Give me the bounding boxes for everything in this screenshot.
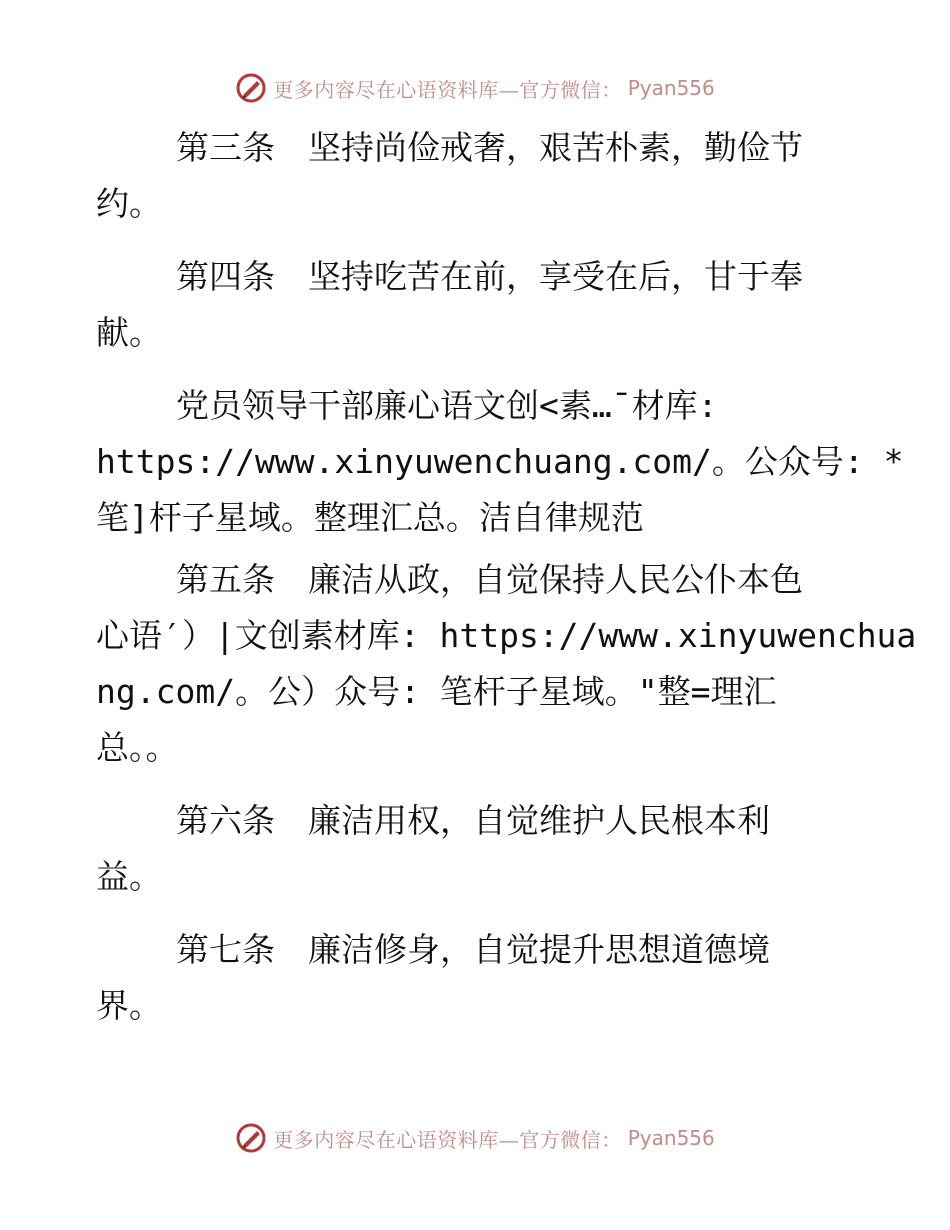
footer-watermark <box>0 1122 950 1158</box>
article-4-line-2: 献。 <box>96 313 162 352</box>
article-3-line-1: 第三条 坚持尚俭戒奢，艰苦朴素，勤俭节 <box>176 128 803 167</box>
watermark-wechat-id: Pyan556 <box>627 1126 715 1150</box>
article-7-line-2: 界。 <box>96 986 162 1025</box>
article-6-line-2: 益。 <box>96 857 162 896</box>
noise-line-1: 党员领导干部廉心语文创<素…¯材库: <box>176 386 718 425</box>
article-4-line-1: 第四条 坚持吃苦在前，享受在后，甘于奉 <box>176 257 803 296</box>
document-body <box>96 120 917 1034</box>
watermark-text: 更多内容尽在心语资料库—官方微信： <box>273 1127 622 1152</box>
article-5-line-4: 总。。 <box>96 728 179 767</box>
article-3-line-2: 约。 <box>96 184 162 223</box>
article-5-line-1: 第五条 廉洁从政，自觉保持人民公仆本色 <box>176 560 803 599</box>
article-5-line-2: 心语′）|文创素材库: https://www.xinyuwenchua <box>96 616 917 655</box>
watermark-text: 更多内容尽在心语资料库—官方微信： <box>273 77 622 102</box>
header-watermark <box>0 72 950 108</box>
article-7-line-1: 第七条 廉洁修身，自觉提升思想道德境 <box>176 930 770 969</box>
pen-logo-icon <box>235 1122 267 1154</box>
article-6-line-1: 第六条 廉洁用权，自觉维护人民根本利 <box>176 801 770 840</box>
noise-line-2: https://www.xinyuwenchuang.com/。公众号: * <box>96 442 904 481</box>
watermark-wechat-id: Pyan556 <box>627 76 715 100</box>
pen-logo-icon <box>235 72 267 104</box>
noise-line-3: 笔]杆子星域。整理汇总。洁自律规范 <box>96 498 644 537</box>
article-5-line-3: ng.com/。公）众号: 笔杆子星域。"整=理汇 <box>96 672 777 711</box>
